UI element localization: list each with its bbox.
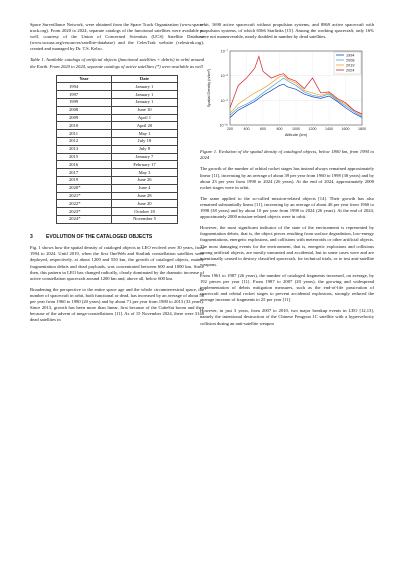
- table-cell-year: 1994: [57, 83, 112, 91]
- x-tick-label: 1400: [325, 127, 333, 132]
- table-cell-year: 2011: [57, 130, 112, 138]
- y-tick-label: 10⁻⁹: [220, 99, 228, 104]
- table-cell-year: 2023*: [57, 208, 112, 216]
- table-cell-year: 1997: [57, 91, 112, 99]
- x-tick-label: 1600: [341, 127, 350, 132]
- table-cell-year: 1999: [57, 99, 112, 107]
- table-row: [57, 161, 178, 169]
- table-cell-date: April 20: [112, 122, 178, 130]
- paragraph-text: Space Surveillance Network, were obtained from the Space Track Organization (www.space-track.org). From 2020 to 2024, separate catalogs of the functional satellites were available as well, courtesy of the Union of Concerned Scientists (UCS) Satellite Database (www.ucsusa.org/resources/satellite-database) and the CelesTrak website (celestrak.org), created and managed by Dr. T.S. Kelso.: [30, 22, 204, 52]
- table-row: [57, 122, 178, 130]
- table-cell-year: 2021*: [57, 192, 112, 200]
- table-row: [57, 130, 178, 138]
- table-cell-date: January 7: [112, 153, 178, 161]
- table-cell-date: June 4: [112, 184, 178, 192]
- x-tick-label: 1800: [358, 127, 366, 132]
- paragraph: The growth of the number of orbital rocket stages has instead always remained approximately linear [11], increasing by an average of about 39 per year from 1960 to 1998 (38 years) and by about 23 per year from 1998 to 2024 (26 years). At the end of 2024, approximately 2000 rocket stages were in orbit.: [200, 166, 374, 190]
- table-row: [57, 145, 178, 153]
- paragraph: The same applied to the so-called mission-related objects [14]. Their growth has also remained substantially linear [11], increasing by an average of about 46 per year from 1960 to 1998 (38 years) and by about 10 per year from 1998 to 2024 (26 years). At the end of 2024, approximately 2000 mission-related objects were in orbit.: [200, 195, 374, 220]
- table-cell-date: October 18: [112, 208, 178, 216]
- table-cell-year: 2024*: [57, 216, 112, 224]
- y-tick-label: 10⁻⁸: [220, 74, 228, 79]
- paragraph: However, the most significant indicator of the state of the environment is represented by fragmentation debris, that is, the object pieces resulting from surface degradation, low-energy fragmentations, energetic explosions, and collisions with meteoroids or other artificial objects. The most damaging events for the environment, that is, energetic explosions and collisions among artificial objects, are mostly unwanted and accidental, but in some cases were and are intentionally caused to destroy classified spacecraft, for technical trials, or to test anti-satellite weapons.: [200, 225, 374, 267]
- table-cell-date: June 26: [112, 177, 178, 185]
- figure-1: [202, 45, 372, 145]
- column-header-date: Date: [112, 75, 178, 83]
- section-title: EVOLUTION OF THE CATALOGED OBJECTS: [46, 233, 153, 240]
- table-row: [57, 106, 178, 114]
- table-row: [57, 83, 178, 91]
- table-body: [57, 83, 178, 223]
- table-row: [57, 99, 178, 107]
- y-tick-label: 10⁻¹⁰: [219, 123, 228, 128]
- table-row: [57, 91, 178, 99]
- legend-label: 2019: [346, 63, 355, 68]
- table-cell-date: January 1: [112, 83, 178, 91]
- catalog-dates-table: [56, 75, 178, 224]
- paragraph: orbit, 1690 active spacecraft without propulsion systems, and 8869 active spacecraft with propulsion systems, of which 6566 Starlinks [15]. Among the working spacecraft, only 16% were not maneuverable, nearly doubled in number by dead satellites.: [200, 22, 374, 40]
- table-cell-date: June 10: [112, 106, 178, 114]
- table-caption: Table 1. Available catalogs of artificial objects (functional satellites + debris) in orbit around the Earth. From 2020 to 2024, separate catalogs of active satellites (*) were available as well: [30, 57, 204, 69]
- section-number: 3: [30, 233, 33, 240]
- table-cell-year: 2012: [57, 138, 112, 146]
- paragraph: From 1961 to 1987 (26 years), the number of cataloged fragments increased, on average, by 192 pieces per year [11]. From 1987 to 2007 (20 years), the growing and widespread implementation of debris mitigation measures, such as the end-of-life passivation of spacecraft and orbital rocket stages to prevent accidental explosions, strongly reduced the average increase of fragments to 25 per year [11].: [200, 272, 374, 303]
- table-cell-date: April 1: [112, 114, 178, 122]
- table-cell-year: 2013: [57, 145, 112, 153]
- legend-label: 1994: [346, 53, 355, 58]
- table-header-row: [57, 75, 178, 83]
- table-row: [57, 216, 178, 224]
- x-tick-label: 200: [227, 127, 233, 132]
- x-tick-label: 400: [243, 127, 250, 132]
- x-tick-label: 800: [276, 127, 283, 132]
- x-tick-label: 1000: [292, 127, 300, 132]
- table-cell-date: February 17: [112, 161, 178, 169]
- spatial-density-chart: [202, 45, 372, 145]
- table-row: [57, 184, 178, 192]
- table-cell-year: 2020*: [57, 184, 112, 192]
- table-cell-date: May 3: [112, 169, 178, 177]
- table-cell-date: November 5: [112, 216, 178, 224]
- x-axis-label: Altitude (km): [284, 132, 308, 138]
- table-cell-year: 2016: [57, 161, 112, 169]
- legend-label: 2008: [346, 58, 355, 63]
- legend-label: 2024: [346, 68, 355, 73]
- right-column: [200, 22, 374, 332]
- x-tick-label: 600: [260, 127, 266, 132]
- table-row: [57, 200, 178, 208]
- table-cell-date: June 28: [112, 192, 178, 200]
- table-cell-year: 2015: [57, 153, 112, 161]
- table-cell-year: 2010: [57, 122, 112, 130]
- column-header-year: Year: [57, 75, 112, 83]
- table-row: [57, 114, 178, 122]
- table-cell-year: 2009: [57, 114, 112, 122]
- table-cell-date: June 20: [112, 200, 178, 208]
- table-cell-date: July 18: [112, 138, 178, 146]
- paragraph: Fig. 1 shows how the spatial density of cataloged objects in LEO evolved over 30 years, from 1994 to 2024. Until 2019, when the first OneWeb and Starlink constellation satellites were deployed, respectively, at about 1200 and 550 km, the growth of cataloged objects, mainly fragmentation debris and dead payloads, was concentrated between 600 and 1000 km. Since then, this pattern in LEO has changed radically, clearly dominated by the dramatic increase of active constellation spacecraft around 1200 km and, above all, below 600 km.: [30, 245, 204, 281]
- table-row: [57, 138, 178, 146]
- table-row: [57, 208, 178, 216]
- table-row: [57, 177, 178, 185]
- x-tick-label: 1200: [308, 127, 317, 132]
- table-row: [57, 192, 178, 200]
- y-tick-label: 10⁻⁷: [220, 49, 228, 54]
- table-cell-year: 2008: [57, 106, 112, 114]
- table-cell-date: January 1: [112, 99, 178, 107]
- y-axis-label: Spatial Density (n/km³): [207, 69, 211, 108]
- table-cell-year: 2022*: [57, 200, 112, 208]
- figure-caption: Figure 1. Evolution of the spatial density of cataloged objects, below 1800 km, from 1994 to 2024: [200, 149, 374, 161]
- paragraph: However, in just 3 years, from 2007 to 2010, two major breakup events in LEO [12,13], namely the intentional destruction of the Chinese Fengyun 1C satellite with a hypervelocity collision during an anti-satellite weapon: [200, 308, 374, 326]
- left-column: [30, 22, 204, 328]
- section-heading: [30, 234, 204, 241]
- table-row: [57, 153, 178, 161]
- table-cell-date: May 1: [112, 130, 178, 138]
- table-cell-year: 2017: [57, 169, 112, 177]
- paragraph: [30, 22, 204, 52]
- table-row: [57, 169, 178, 177]
- table-cell-date: July 8: [112, 145, 178, 153]
- paragraph: Broadening the perspective to the entire space age and the whole circumterrestrial space, the number of spacecraft in orbit, both functional or dead, has increased by an average of about 50 per year from 1960 to 1980 (20 years) and by about 71 per year from 1980 to 2013 (33 years). Since 2013, growth has been more than linear, first because of the CubeSat boom and then because of the advent of mega-constellations [11]. As of 15 November 2024, there were 3148 dead satellites in: [30, 286, 204, 323]
- table-cell-date: January 1: [112, 91, 178, 99]
- table-cell-year: 2019: [57, 177, 112, 185]
